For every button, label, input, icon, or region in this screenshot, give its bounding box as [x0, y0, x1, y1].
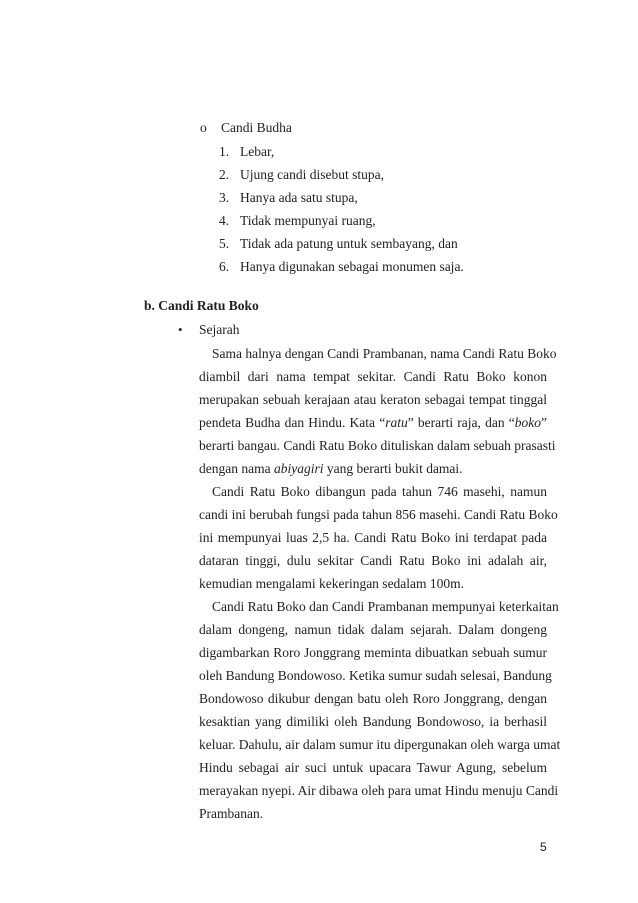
list-item-number: 4.: [219, 213, 230, 228]
paragraph-line: dalam dongeng, namun tidak dalam sejarah. Dalam dongeng: [199, 622, 547, 637]
sublist-marker: o: [200, 120, 207, 135]
paragraph-line: dengan nama abiyagiri yang berarti bukit damai.: [199, 461, 463, 476]
paragraph-line: ini mempunyai luas 2,5 ha. Candi Ratu Boko ini terdapat pada: [199, 530, 547, 545]
list-item-number: 1.: [219, 144, 230, 159]
list-item: Ujung candi disebut stupa,: [240, 167, 384, 182]
list-item-number: 3.: [219, 190, 230, 205]
list-item-number: 2.: [219, 167, 230, 182]
list-item: Tidak mempunyai ruang,: [240, 213, 376, 228]
section-heading: b. Candi Ratu Boko: [144, 298, 259, 313]
paragraph-line: berarti bangau. Candi Ratu Boko dituliskan dalam sebuah prasasti: [199, 438, 556, 453]
paragraph-line: kesaktian yang dimiliki oleh Bandung Bondowoso, ia berhasil: [199, 714, 547, 729]
paragraph-line: merupakan sebuah kerajaan atau keraton sebagai tempat tinggal: [199, 392, 547, 407]
paragraph-line: candi ini berubah fungsi pada tahun 856 masehi. Candi Ratu Boko: [199, 507, 558, 522]
paragraph-line: pendeta Budha dan Hindu. Kata “ratu” berarti raja, dan “boko”: [199, 415, 547, 430]
paragraph-line: digambarkan Roro Jonggrang meminta dibuatkan sebuah sumur: [199, 645, 547, 660]
list-item: Hanya ada satu stupa,: [240, 190, 358, 205]
paragraph-line: kemudian mengalami kekeringan sedalam 100m.: [199, 576, 465, 591]
list-item: Hanya digunakan sebagai monumen saja.: [240, 259, 464, 274]
list-item: Tidak ada patung untuk sembayang, dan: [240, 236, 458, 251]
list-item-number: 5.: [219, 236, 230, 251]
paragraph-line: dataran tinggi, dulu sekitar Candi Ratu Boko ini adalah air,: [199, 553, 547, 568]
paragraph-line: diambil dari nama tempat sekitar. Candi Ratu Boko konon: [199, 369, 547, 384]
bullet-label: Sejarah: [199, 322, 240, 337]
paragraph-line: Candi Ratu Boko dan Candi Prambanan mempunyai keterkaitan: [212, 599, 559, 614]
paragraph-line: merayakan nyepi. Air dibawa oleh para umat Hindu menuju Candi: [199, 783, 559, 798]
list-item: Lebar,: [240, 144, 275, 159]
page-number: 5: [540, 840, 547, 854]
bullet-marker: •: [178, 322, 183, 337]
paragraph-line: Bondowoso dikubur dengan batu oleh Roro Jonggrang, dengan: [199, 691, 547, 706]
paragraph-line: Candi Ratu Boko dibangun pada tahun 746 masehi, namun: [212, 484, 547, 499]
paragraph-line: keluar. Dahulu, air dalam sumur itu dipergunakan oleh warga umat: [199, 737, 561, 752]
paragraph-line: Hindu sebagai air suci untuk upacara Tawur Agung, sebelum: [199, 760, 547, 775]
sublist-title: Candi Budha: [221, 120, 292, 135]
list-item-number: 6.: [219, 259, 230, 274]
paragraph-line: Sama halnya dengan Candi Prambanan, nama Candi Ratu Boko: [212, 346, 557, 361]
paragraph-line: Prambanan.: [199, 806, 264, 821]
paragraph-line: oleh Bandung Bondowoso. Ketika sumur sudah selesai, Bandung: [199, 668, 552, 683]
